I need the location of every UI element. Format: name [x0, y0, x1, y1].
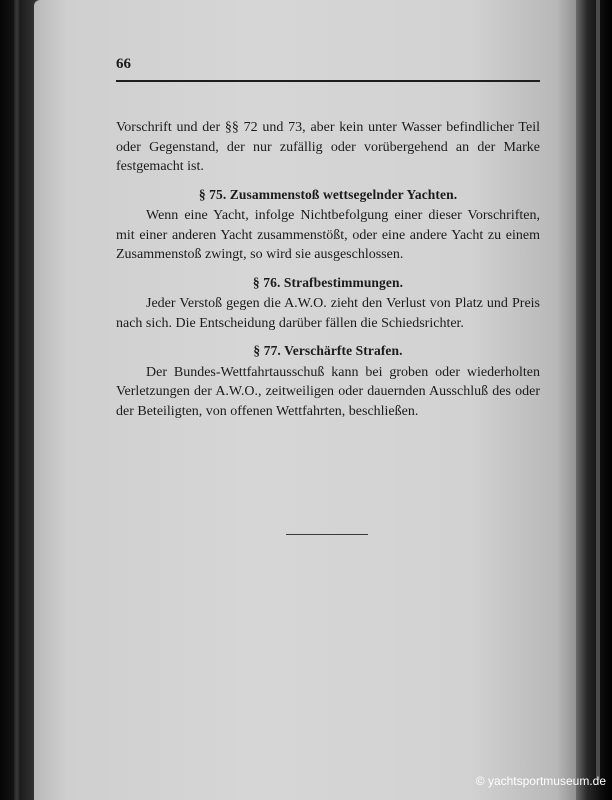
end-rule: [286, 534, 368, 535]
header-rule: [116, 80, 540, 82]
section-heading-77: § 77. Verschärfte Strafen.: [253, 343, 403, 358]
section-body-76: Jeder Verstoß gegen die A.W.O. zieht den Verlust von Platz und Preis nach sich. Die Entscheidung darüber fällen die Schiedsrichter.: [116, 296, 540, 331]
book-spine: [14, 0, 20, 800]
section-body-77: Der Bundes-Wettfahrtausschuß kann bei groben oder wiederholten Verletzungen der A.W.O., zeitweiligen oder dauernden Ausschluß des oder der Beteiligten, von offenen Wettfahrten, beschließen.: [116, 364, 540, 419]
book-right-edge: [576, 0, 612, 800]
watermark: © yachtsportmuseum.de: [475, 774, 606, 788]
section-body-75: Wenn eine Yacht, infolge Nichtbefolgung einer dieser Vorschriften, mit einer anderen Yacht zusammenstößt, oder eine andere Yacht zu einem Zusammenstoß zwingt, so wird sie ausgeschlossen.: [116, 208, 540, 262]
section-heading-75: § 75. Zusammenstoß wettsegelnder Yachten.: [198, 186, 458, 202]
section-heading-76: § 76. Strafbestimmungen.: [252, 274, 404, 290]
page-text: [116, 118, 540, 421]
book-right-strip: [596, 0, 600, 780]
intro-paragraph: Vorschrift und der §§ 72 und 73, aber kein unter Wasser befindlicher Teil oder Gegenstand, der nur zufällig oder vorübergehend an der Marke festgemacht ist.: [116, 120, 540, 174]
page-number: 66: [116, 56, 131, 72]
